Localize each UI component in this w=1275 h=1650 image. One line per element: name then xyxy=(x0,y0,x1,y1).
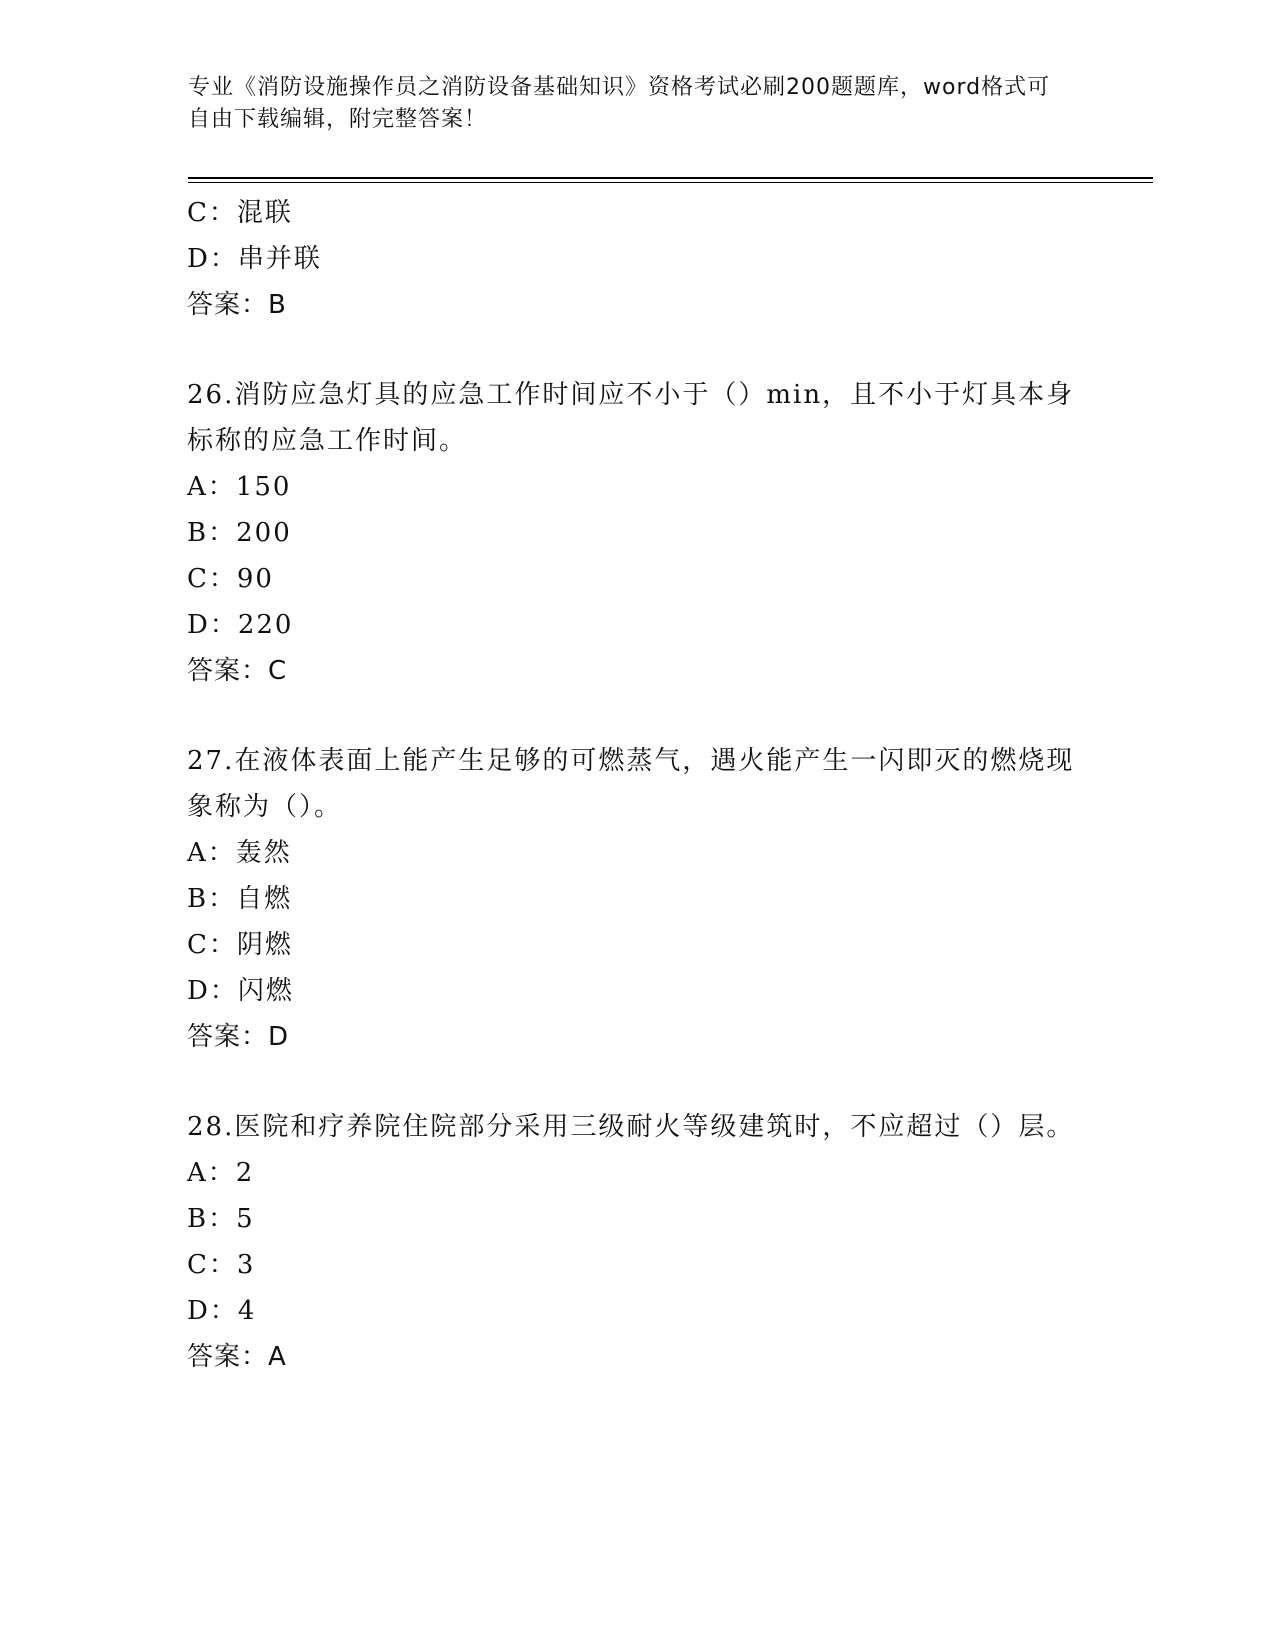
option-d: D：串并联 xyxy=(187,244,322,274)
option-c: C：混联 xyxy=(187,198,293,228)
option-c: C：90 xyxy=(187,564,274,594)
option-a: A：2 xyxy=(187,1158,255,1188)
option-b: B：自燃 xyxy=(187,884,293,914)
document-header: 专业《消防设施操作员之消防设备基础知识》资格考试必刷200题题库，word格式可自由下载编辑，附完整答案！ xyxy=(188,75,1051,132)
header-divider-thick xyxy=(188,177,1153,179)
question-list xyxy=(187,190,1087,1380)
option-a: A：150 xyxy=(187,472,292,502)
question-stem: 26.消防应急灯具的应急工作时间应不小于（）min，且不小于灯具本身标称的应急工作时间。 xyxy=(187,380,1075,456)
answer-line: 答案：C xyxy=(187,656,288,686)
answer-line: 答案：A xyxy=(187,1342,287,1372)
option-d: D：闪燃 xyxy=(187,976,294,1006)
option-b: B：200 xyxy=(187,518,292,548)
answer-line: 答案：D xyxy=(187,1022,290,1052)
option-d: D：4 xyxy=(187,1296,257,1326)
question-stem: 27.在液体表面上能产生足够的可燃蒸气，遇火能产生一闪即灭的燃烧现象称为（）。 xyxy=(187,746,1075,822)
question-stem: 28.医院和疗养院住院部分采用三级耐火等级建筑时，不应超过（）层。 xyxy=(187,1112,1075,1142)
option-c: C：3 xyxy=(187,1250,256,1280)
answer-line: 答案：B xyxy=(187,290,287,320)
header-divider-thin xyxy=(188,182,1153,183)
option-a: A：轰然 xyxy=(187,838,292,868)
option-b: B：5 xyxy=(187,1204,255,1234)
option-d: D：220 xyxy=(187,610,294,640)
option-c: C：阴燃 xyxy=(187,930,293,960)
